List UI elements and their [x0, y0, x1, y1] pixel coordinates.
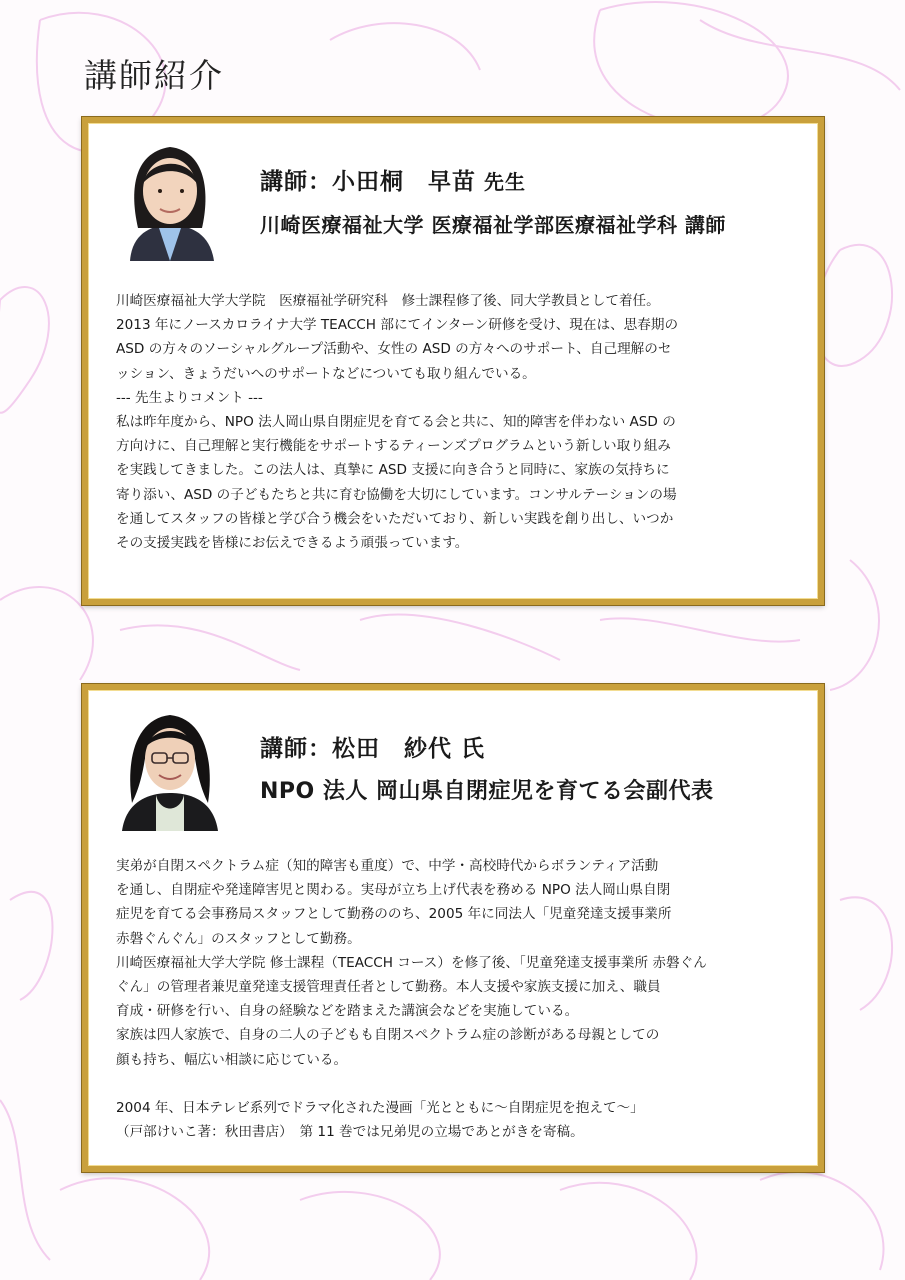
- bio-line: 家族は四人家族で、自身の二人の子どもも自閉スペクトラム症の診断がある母親としての: [116, 1027, 660, 1044]
- instructor-photo: [102, 703, 238, 833]
- bio-line: （戸部けいこ著：秋田書店） 第 11 巻では兄弟児の立場であとがきを寄稿。: [116, 1124, 584, 1141]
- bio-line: 川崎医療福祉大学大学院 医療福祉学研究科 修士課程修了後、同大学教員として着任。: [116, 293, 660, 309]
- bio-line: ASD の方々のソーシャルグループ活動や、女性の ASD の方々へのサポート、自己理解のセ: [116, 341, 672, 358]
- name-text: 小田桐 早苗: [332, 169, 476, 195]
- bio-line: 寄り添い、ASD の子どもたちと共に育む協働を大切にしています。コンサルテーションの場: [116, 486, 677, 503]
- bio-line: 赤磐ぐんぐん」のスタッフとして勤務。: [116, 930, 361, 947]
- bio-line: --- 先生よりコメント ---: [116, 389, 263, 406]
- instructor-photo: [102, 133, 238, 263]
- bio-line: 実弟が自閉スペクトラム症（知的障害も重度）で、中学・高校時代からボランティア活動: [116, 858, 659, 874]
- instructor-card: [82, 117, 824, 605]
- name-prefix: 講師：: [260, 736, 332, 762]
- bio-line: 2013 年にノースカロライナ大学 TEACCH 部にてインターン研修を受け、現在は、思春期の: [116, 317, 679, 334]
- bio-line: 方向けに、自己理解と実行機能をサポートするティーンズプログラムという新しい取り組み: [116, 438, 672, 455]
- instructor-name: [260, 730, 485, 763]
- bio-line: 私は昨年度から、NPO 法人岡山県自閉症児を育てる会と共に、知的障害を伴わない ASD の: [116, 413, 676, 430]
- bio-line: を通してスタッフの皆様と学び合う機会をいただいており、新しい実践を創り出し、いつか: [116, 510, 674, 527]
- bio-line: を実践してきました。この法人は、真摯に ASD 支援に向き合うと同時に、家族の気持ちに: [116, 462, 670, 479]
- instructor-card: [82, 684, 824, 1172]
- instructor-bio: [116, 289, 792, 555]
- instructor-affiliation: 川崎医療福祉大学 医療福祉学部医療福祉学科 講師: [260, 213, 726, 237]
- bio-line: 2004 年、日本テレビ系列でドラマ化された漫画「光とともに～自閉症児を抱えて～」: [116, 1099, 644, 1116]
- honorific: 先生: [476, 170, 526, 194]
- bio-line: その支援実践を皆様にお伝えできるよう頑張っています。: [116, 534, 469, 551]
- page-title: 講師紹介: [84, 56, 224, 95]
- bio-line: 症児を育てる会事務局スタッフとして勤務ののち、2005 年に同法人「児童発達支援事業所: [116, 906, 672, 923]
- bio-line: [116, 1072, 792, 1096]
- bio-line: を通し、自閉症や発達障害児と関わる。実母が立ち上げ代表を務める NPO 法人岡山県自閉: [116, 882, 671, 899]
- bio-line: ッション、きょうだいへのサポートなどについても取り組んでいる。: [116, 365, 536, 382]
- instructor-name: [260, 163, 526, 196]
- name-text: 松田 紗代: [332, 736, 452, 762]
- instructor-affiliation: NPO 法人 岡山県自閉症児を育てる会副代表: [260, 779, 714, 804]
- instructor-bio: [116, 854, 792, 1144]
- honorific: 氏: [452, 736, 486, 762]
- bio-line: 顔も持ち、幅広い相談に応じている。: [116, 1051, 348, 1068]
- bio-line: ぐん」の管理者兼児童発達支援管理責任者として勤務。本人支援や家族支援に加え、職員: [116, 978, 661, 995]
- bio-line: 育成・研修を行い、自身の経験などを踏まえた講演会などを実施している。: [116, 1003, 579, 1020]
- name-prefix: 講師：: [260, 169, 332, 195]
- bio-line: 川崎医療福祉大学大学院 修士課程（TEACCH コース）を修了後、「児童発達支援事業所 赤磐ぐん: [116, 954, 707, 971]
